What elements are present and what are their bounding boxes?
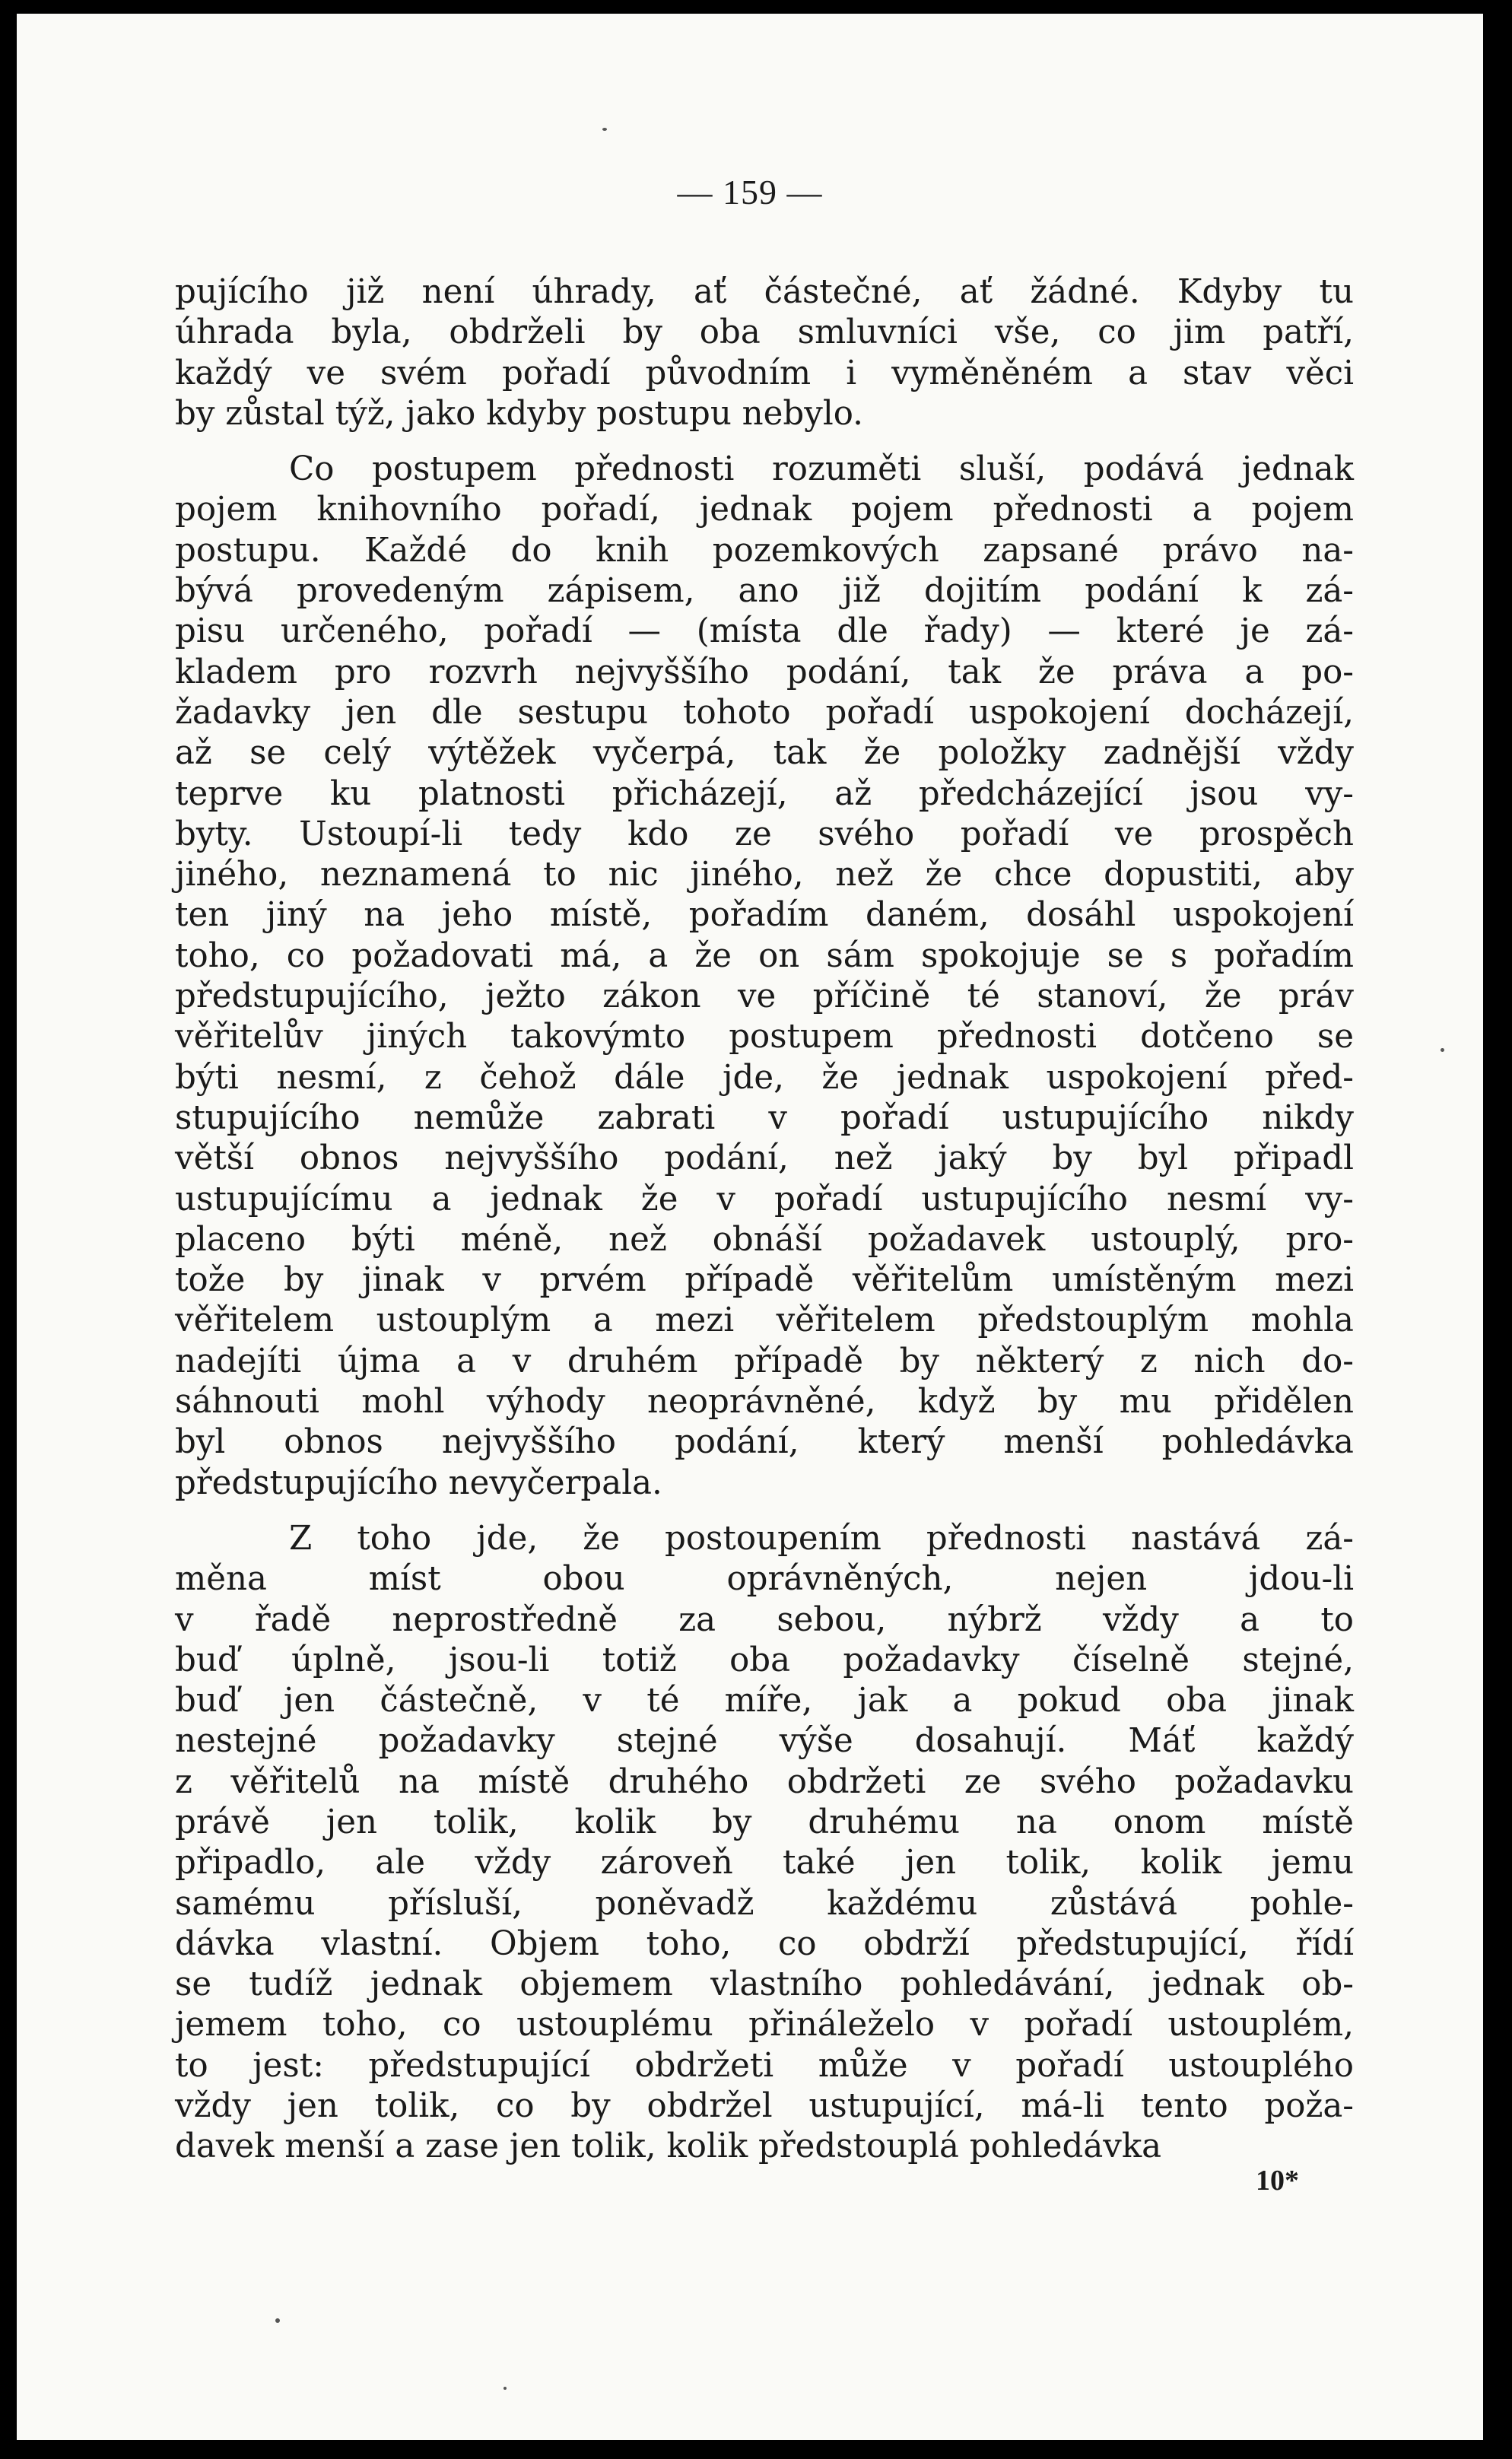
scanned-page (17, 14, 1483, 2440)
text-line: právě jen tolik, kolik by druhému na onom místě (175, 1803, 1354, 1841)
text-line: davek menší a zase jen tolik, kolik předstouplá pohledávka (175, 2127, 1162, 2166)
text-line: dávka vlastní. Objem toho, co obdrží předstupující, řídí (175, 1924, 1354, 1963)
text-line: z věřitelů na místě druhého obdržeti ze svého požadavku (175, 1762, 1354, 1801)
text-line: předstupujícího, ježto zákon ve příčině té stanoví, že práv (175, 977, 1354, 1016)
text-line: býti nesmí, z čehož dále jde, že jednak uspokojení před- (175, 1058, 1354, 1097)
text-line: žadavky jen dle sestupu tohoto pořadí uspokojení docházejí, (175, 693, 1354, 732)
scan-speck (503, 2387, 507, 2390)
text-line: vždy jen tolik, co by obdržel ustupující, má-li tento poža- (175, 2087, 1354, 2126)
text-line: pujícího již není úhrady, ať částečné, ať žádné. Kdyby tu (175, 273, 1354, 311)
paragraph-gap (175, 434, 1354, 450)
text-line: toho, co požadovati má, a že on sám spokojuje se s pořadím (175, 936, 1354, 975)
text-line: placeno býti méně, než obnáší požadavek ustouplý, pro- (175, 1220, 1354, 1259)
text-line: každý ve svém pořadí původním i vyměněném a stav věci (175, 354, 1354, 392)
text-line: předstupujícího nevyčerpala. (175, 1463, 662, 1502)
text-line: měna míst obou oprávněných, nejen jdou-li (175, 1560, 1354, 1599)
text-line: jiného, neznamená to nic jiného, než že chce dopustiti, aby (175, 856, 1354, 894)
text-line: byl obnos nejvyššího podání, který menší pohledávka (175, 1423, 1354, 1462)
text-line: věřitelem ustouplým a mezi věřitelem předstouplým mohla (175, 1301, 1354, 1340)
signature-mark: 10* (1256, 2165, 1299, 2197)
text-line: až se celý výtěžek vyčerpá, tak že položky zadnější vždy (175, 734, 1354, 773)
text-line: nestejné požadavky stejné výše dosahují. Máť každý (175, 1722, 1354, 1761)
text-line: úhrada byla, obdrželi by oba smluvníci vše, co jim patří, (175, 313, 1354, 352)
text-line: jemem toho, co ustouplému přináleželo v pořadí ustouplém, (175, 2006, 1354, 2044)
text-line: postupu. Každé do knih pozemkových zapsané právo na- (175, 531, 1354, 570)
text-line: byty. Ustoupí-li tedy kdo ze svého pořadí ve prospěch (175, 815, 1354, 853)
text-line: by zůstal týž, jako kdyby postupu nebylo. (175, 394, 864, 433)
text-line: kladem pro rozvrh nejvyššího podání, tak že práva a po- (175, 653, 1354, 691)
page-number: — 159 — (677, 173, 823, 211)
text-line: samému přísluší, poněvadž každému zůstává pohle- (175, 1884, 1354, 1923)
text-line: Co postupem přednosti rozuměti sluší, podává jednak (289, 450, 1354, 489)
paragraph-1 (175, 272, 1354, 450)
scan-speck (275, 2318, 280, 2323)
text-line: to jest: předstupující obdržeti může v pořadí ustouplého (175, 2046, 1354, 2085)
paragraph-3 (175, 1519, 1354, 2168)
text-line: připadlo, ale vždy zároveň také jen tolik, kolik jemu (175, 1844, 1354, 1882)
paragraph-2 (175, 450, 1354, 1519)
paragraph-gap (175, 1504, 1354, 1519)
body-text (175, 272, 1354, 2168)
text-line: nadejíti újma a v druhém případě by některý z nich do- (175, 1342, 1354, 1380)
text-line: pojem knihovního pořadí, jednak pojem přednosti a pojem (175, 491, 1354, 529)
text-line: v řadě neprostředně za sebou, nýbrž vždy a to (175, 1600, 1354, 1639)
text-line: tože by jinak v prvém případě věřitelům umístěným mezi (175, 1261, 1354, 1300)
text-line: sáhnouti mohl výhody neoprávněné, když by mu přidělen (175, 1383, 1354, 1422)
text-line: ten jiný na jeho místě, pořadím daném, dosáhl uspokojení (175, 896, 1354, 935)
text-line: se tudíž jednak objemem vlastního pohledávání, jednak ob- (175, 1965, 1354, 2004)
text-line: ustupujícímu a jednak že v pořadí ustupujícího nesmí vy- (175, 1180, 1354, 1218)
text-line: větší obnos nejvyššího podání, než jaký by byl připadl (175, 1139, 1354, 1178)
scan-speck (1441, 1048, 1444, 1052)
text-line: buď úplně, jsou-li totiž oba požadavky číselně stejné, (175, 1641, 1354, 1679)
text-line: pisu určeného, pořadí — (místa dle řady) — které je zá- (175, 612, 1354, 651)
text-line: bývá provedeným zápisem, ano již dojitím podání k zá- (175, 572, 1354, 611)
text-line: stupujícího nemůže zabrati v pořadí ustupujícího nikdy (175, 1098, 1354, 1137)
text-line: teprve ku platnosti přicházejí, až předcházející jsou vy- (175, 774, 1354, 813)
text-line: věřitelův jiných takovýmto postupem přednosti dotčeno se (175, 1018, 1354, 1056)
text-line: buď jen částečně, v té míře, jak a pokud oba jinak (175, 1682, 1354, 1720)
scan-speck (602, 128, 607, 131)
text-line: Z toho jde, že postoupením přednosti nastává zá- (289, 1519, 1354, 1558)
